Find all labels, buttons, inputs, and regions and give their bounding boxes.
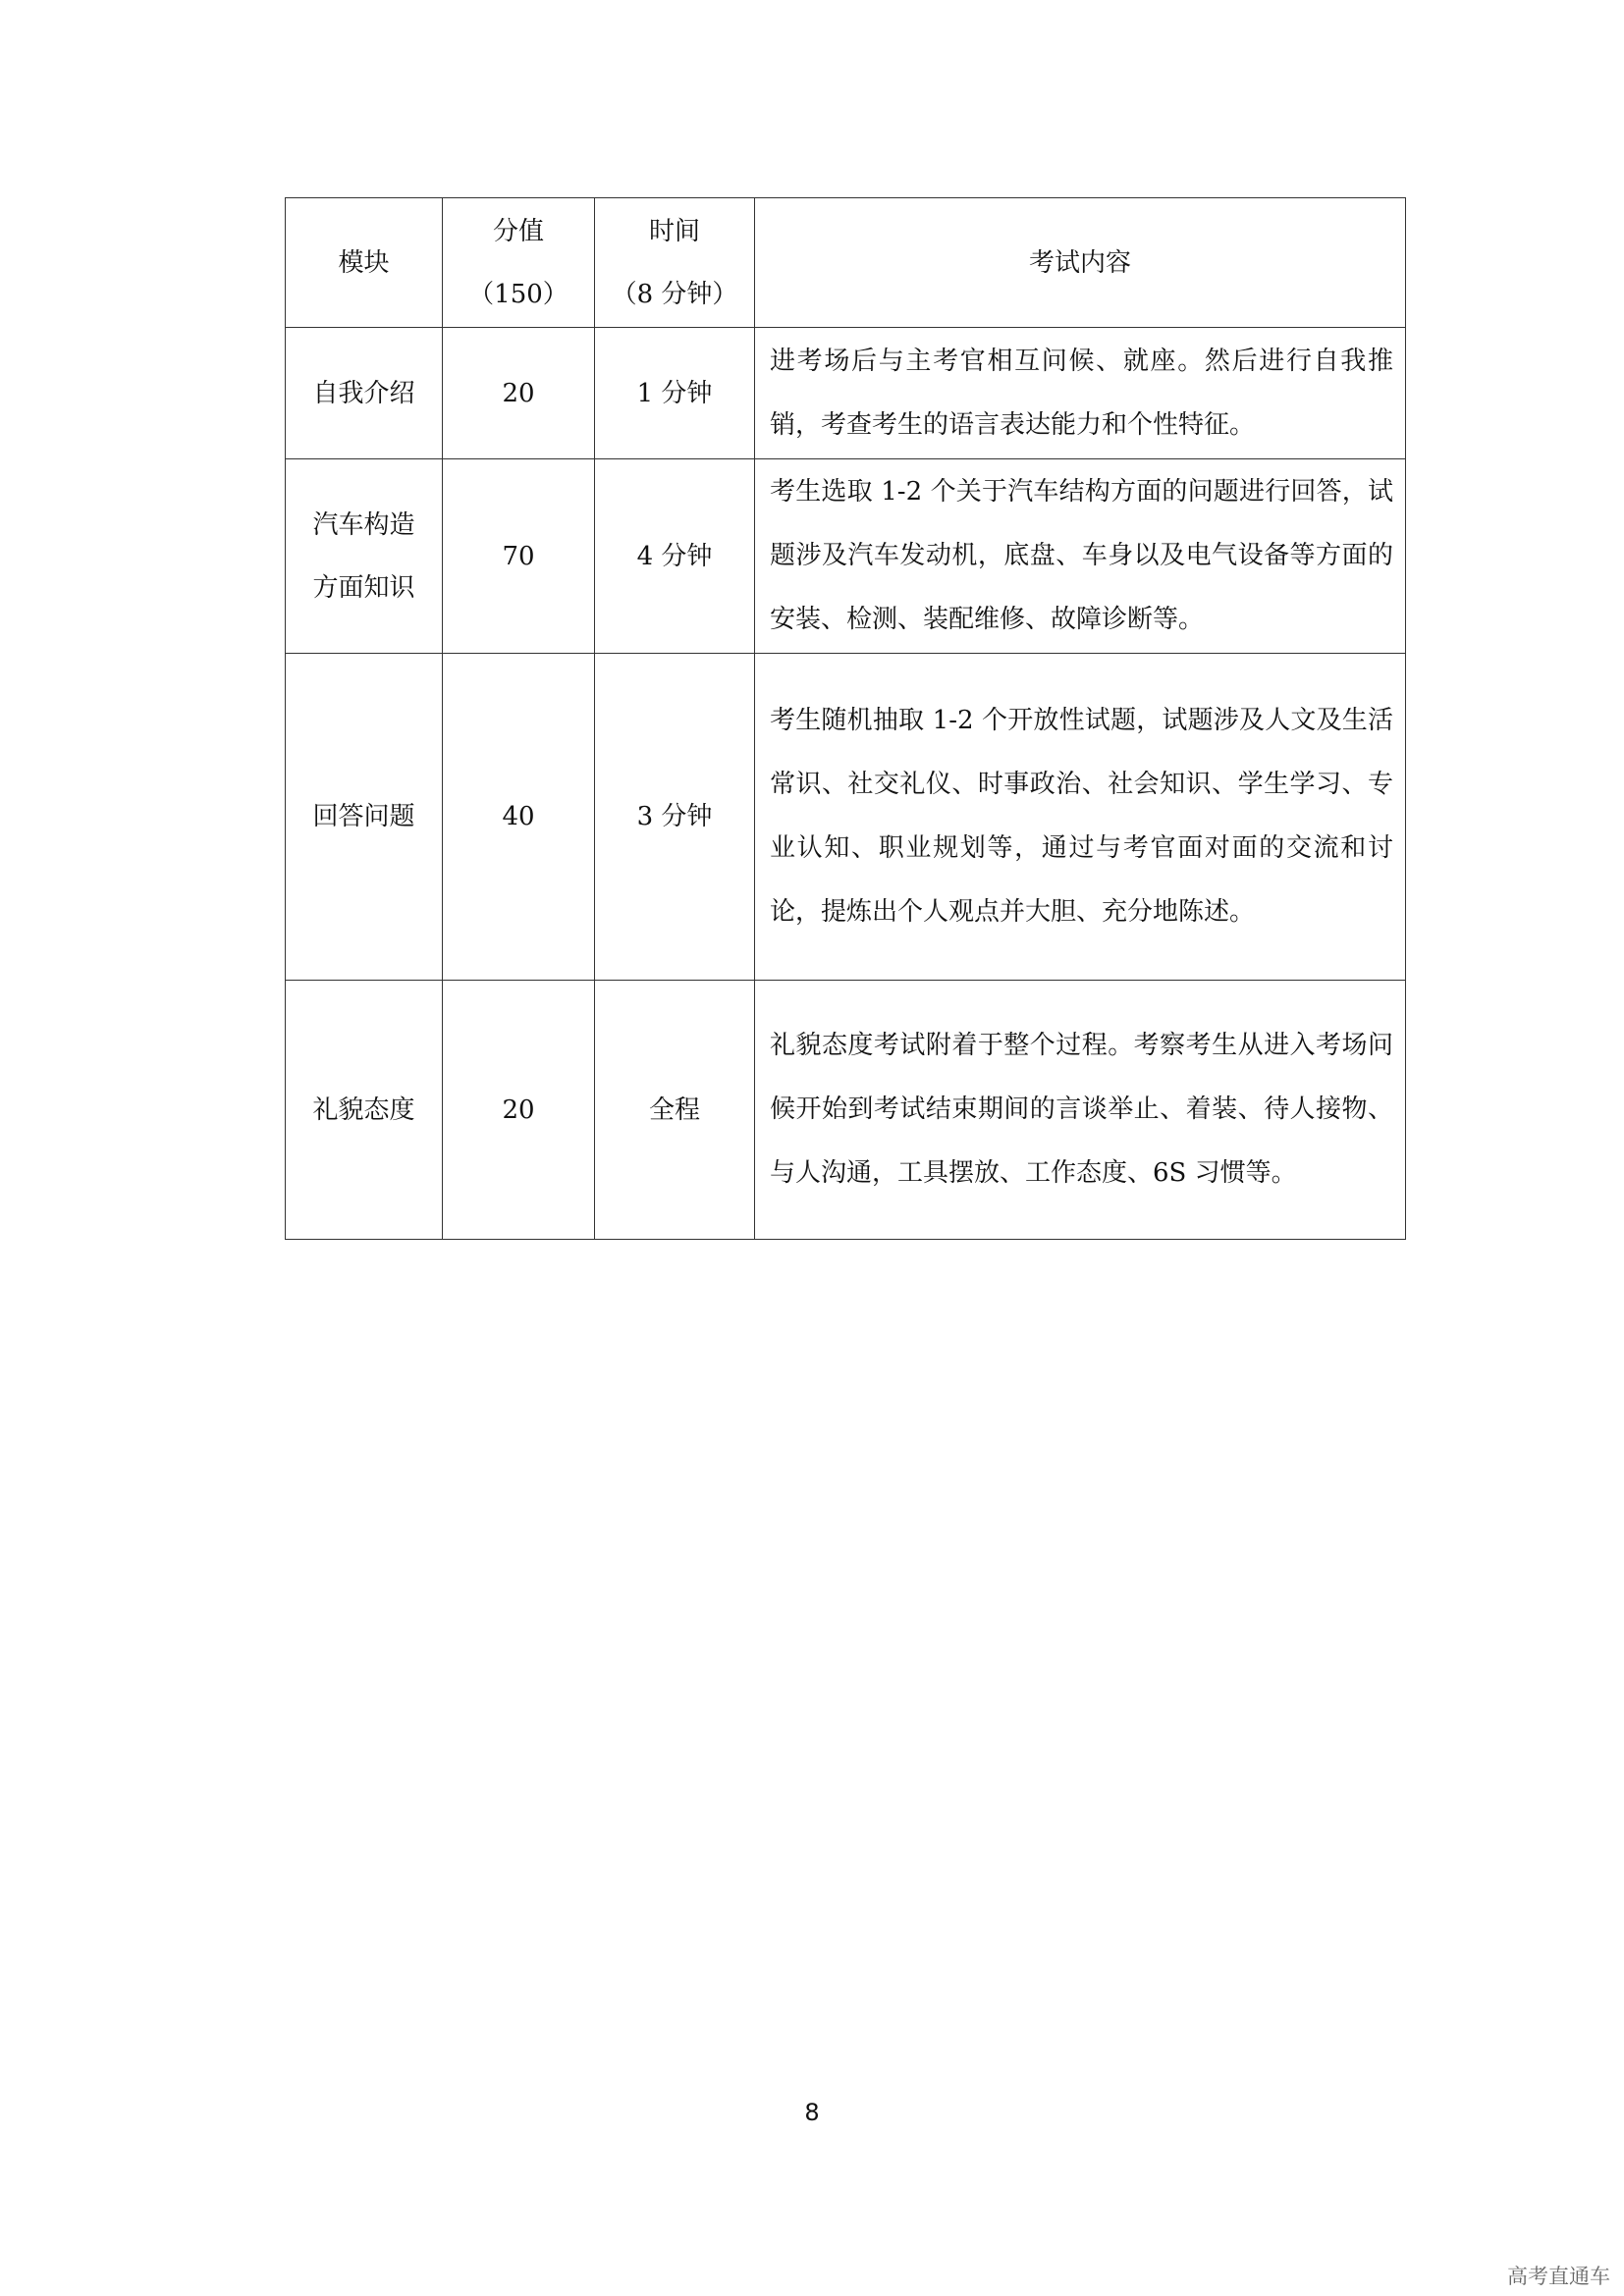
row-score: 20	[443, 981, 595, 1240]
row-content: 考生选取 1-2 个关于汽车结构方面的问题进行回答，试题涉及汽车发动机，底盘、车身以及电气设备等方面的安装、检测、装配维修、故障诊断等。	[755, 459, 1406, 654]
row-time: 1 分钟	[595, 328, 755, 459]
header-score-total: （150）	[468, 279, 568, 309]
page-number: 8	[804, 2099, 820, 2126]
row-module-line: 方面知识	[312, 572, 415, 603]
header-module: 模块	[286, 198, 443, 328]
row-score: 40	[443, 654, 595, 981]
table-row	[286, 459, 1406, 654]
header-content: 考试内容	[755, 198, 1406, 328]
watermark-text: 高考直通车	[1507, 2265, 1610, 2288]
row-score: 70	[443, 459, 595, 654]
header-time-total: （8 分钟）	[611, 279, 738, 309]
row-module: 回答问题	[286, 654, 443, 981]
exam-content-table	[285, 197, 1406, 1240]
row-module-line: 汽车构造	[312, 509, 415, 540]
row-content: 进考场后与主考官相互问候、就座。然后进行自我推销，考查考生的语言表达能力和个性特征。	[755, 328, 1406, 459]
row-content: 考生随机抽取 1-2 个开放性试题，试题涉及人文及生活常识、社交礼仪、时事政治、社会知识、学生学习、专业认知、职业规划等，通过与考官面对面的交流和讨论，提炼出个人观点并大胆、充分地陈述。	[755, 654, 1406, 981]
header-time-label: 时间	[648, 216, 700, 246]
row-module: 自我介绍	[286, 328, 443, 459]
table-row	[286, 654, 1406, 981]
row-time: 3 分钟	[595, 654, 755, 981]
header-score	[443, 198, 595, 328]
table-row	[286, 328, 1406, 459]
table-header-row	[286, 198, 1406, 328]
row-module: 礼貌态度	[286, 981, 443, 1240]
header-time	[595, 198, 755, 328]
row-time: 4 分钟	[595, 459, 755, 654]
table-row	[286, 981, 1406, 1240]
row-time: 全程	[595, 981, 755, 1240]
row-module	[286, 459, 443, 654]
header-score-label: 分值	[492, 216, 544, 246]
row-score: 20	[443, 328, 595, 459]
row-content: 礼貌态度考试附着于整个过程。考察考生从进入考场问候开始到考试结束期间的言谈举止、着装、待人接物、与人沟通，工具摆放、工作态度、6S 习惯等。	[755, 981, 1406, 1240]
